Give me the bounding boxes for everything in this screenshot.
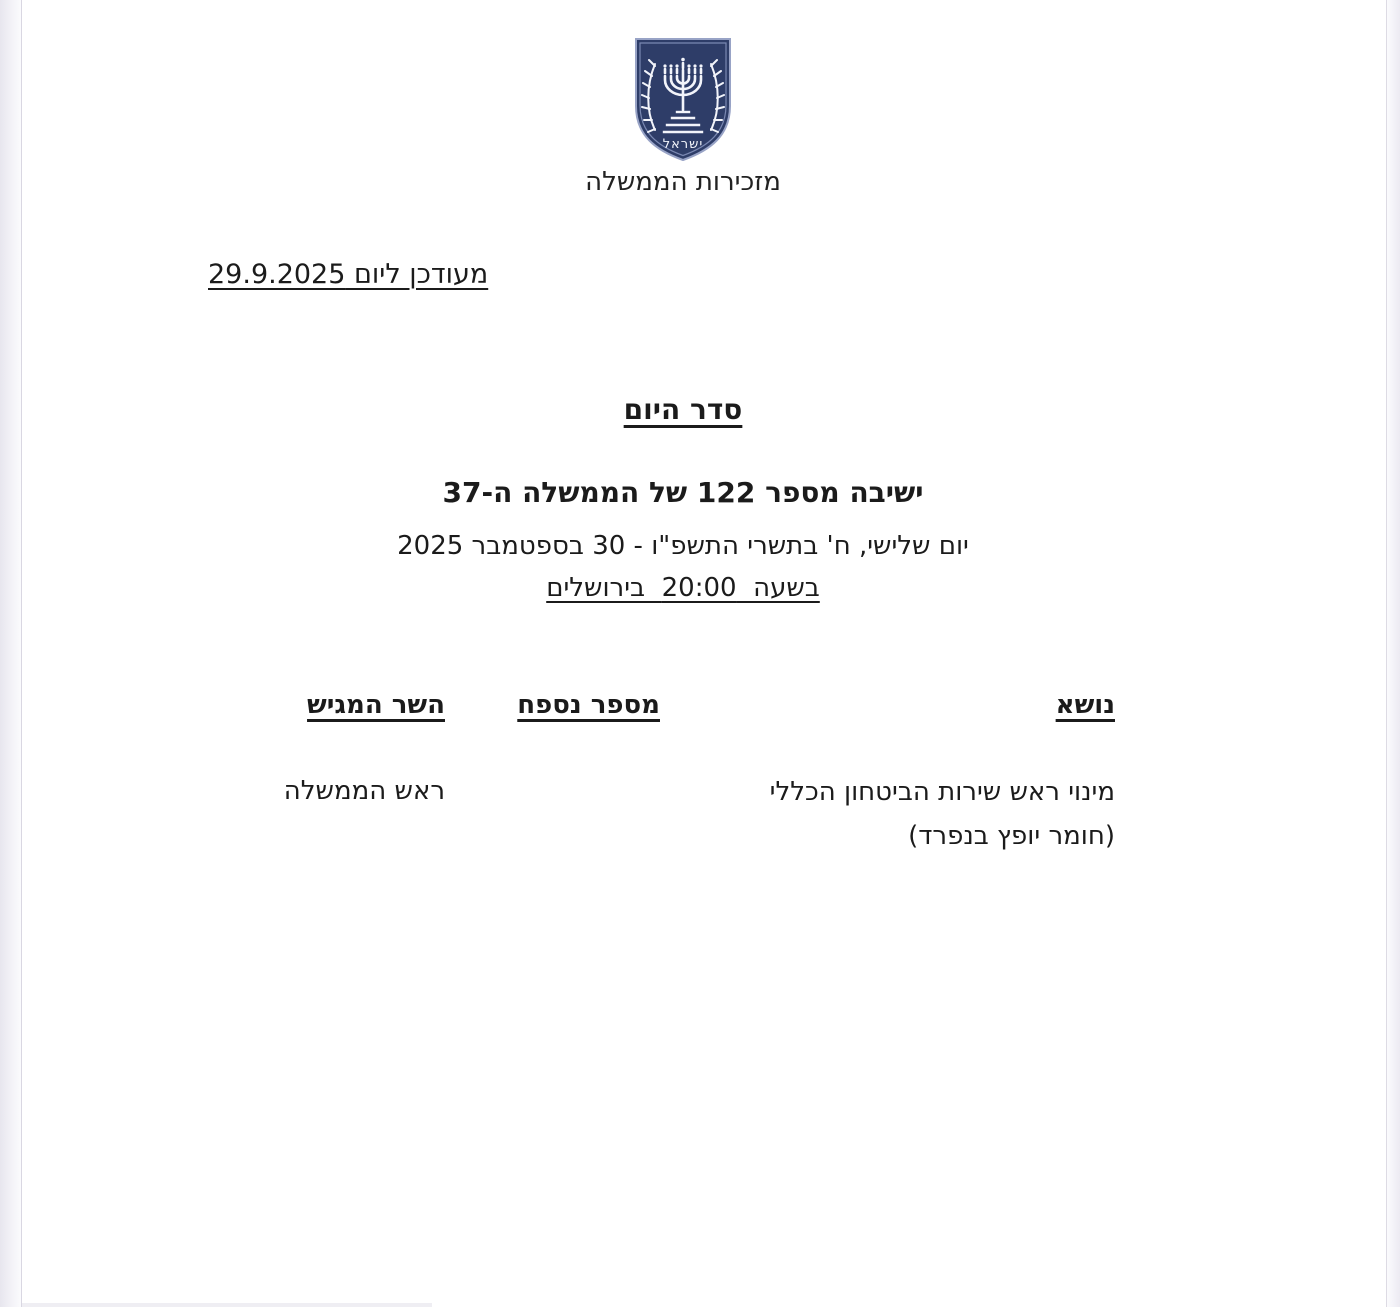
column-header-submitting-minister: השר המגיש <box>307 690 445 720</box>
subject-line-1: מינוי ראש שירות הביטחון הכללי <box>769 777 1115 807</box>
updated-date-line: מעודכן ליום 29.9.2025 <box>208 259 489 290</box>
israel-state-emblem-icon <box>631 36 735 164</box>
meeting-time-place: בשעה 20:00 בירושלים <box>546 573 820 603</box>
org-name: מזכירות הממשלה <box>585 167 781 197</box>
meeting-title: ישיבה מספר 122 של הממשלה ה-37 <box>442 476 924 509</box>
viewer-edge-right <box>1386 0 1400 1307</box>
emblem-label: ישראל <box>662 137 704 152</box>
table-row-subject <box>770 770 1115 858</box>
meeting-date: יום שלישי, ח' בתשרי התשפ"ו - 30 בספטמבר 2025 <box>397 531 969 561</box>
table-row-submitting-minister: ראש הממשלה <box>283 776 445 806</box>
israel-state-emblem-icon <box>631 36 735 164</box>
column-header-subject: נושא <box>1055 690 1115 720</box>
page-bottom-edge <box>22 1303 432 1307</box>
column-header-appendix-number: מספר נספח <box>517 690 660 720</box>
viewer-edge-left <box>0 0 22 1307</box>
subject-line-2: (חומר יופץ בנפרד) <box>908 821 1115 851</box>
agenda-title: סדר היום <box>623 393 743 426</box>
